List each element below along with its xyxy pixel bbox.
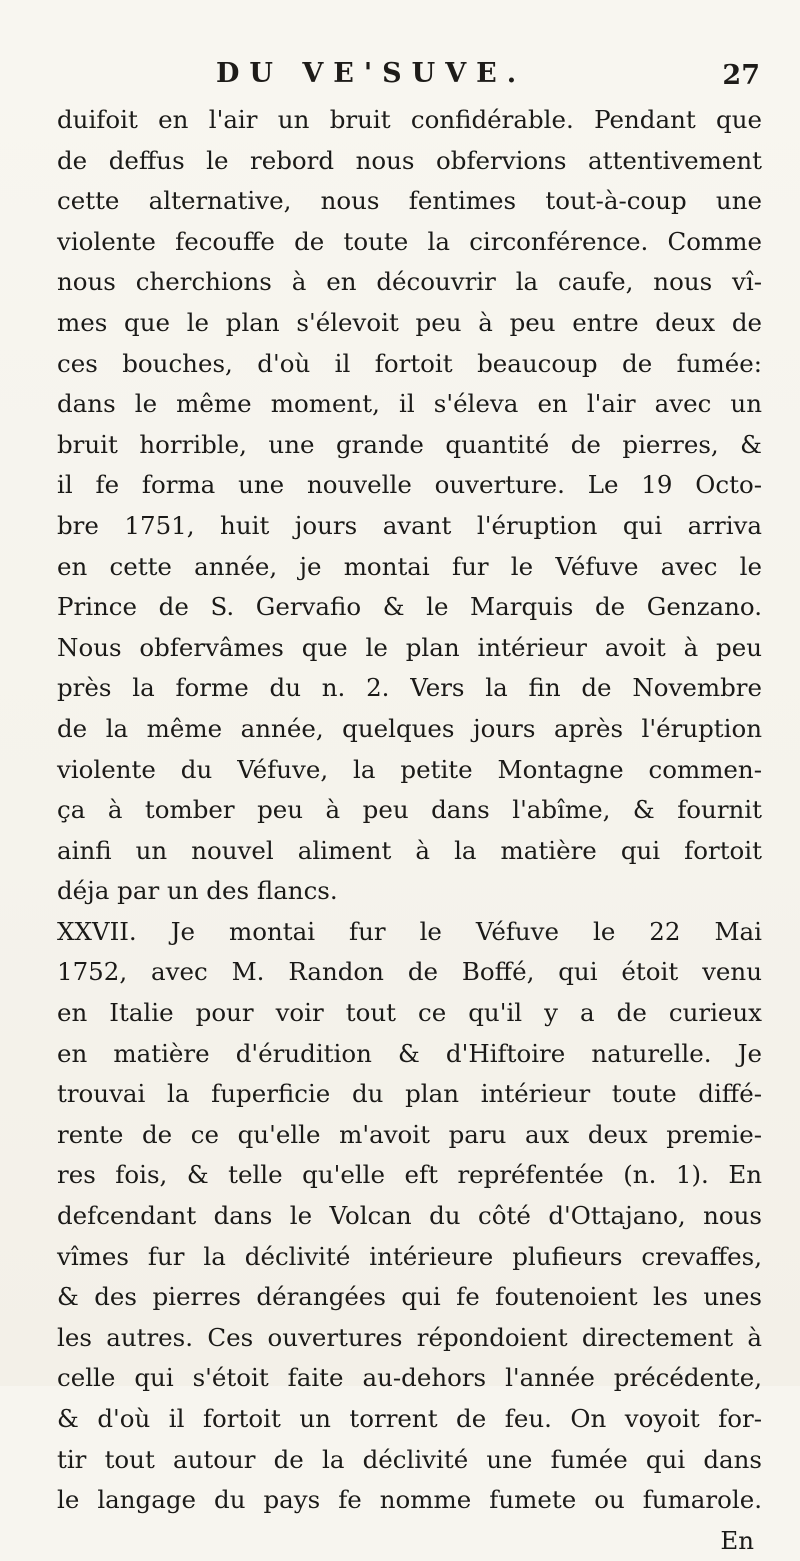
text-line: mes que le plan s'élevoit peu à peu entre deux de — [57, 307, 762, 337]
text-line: trouvai la fuperficie du plan intérieur toute diffé- — [57, 1079, 762, 1109]
text-line: tir tout autour de la déclivité une fumée qui dans — [57, 1444, 762, 1474]
text-line: en Italie pour voir tout ce qu'il y a de curieux — [57, 998, 762, 1028]
text-line: dans le même moment, il s'éleva en l'air avec un — [57, 389, 762, 419]
page-header — [56, 58, 760, 98]
catchword: En — [720, 1525, 754, 1555]
running-title: DU VE'SUVE. — [216, 58, 527, 89]
text-line: de la même année, quelques jours après l'éruption — [57, 713, 762, 743]
text-line: duifoit en l'air un bruit confidérable. Pendant que — [57, 105, 762, 134]
text-line: celle qui s'étoit faite au-dehors l'année précédente, — [57, 1363, 762, 1393]
text-line: violente du Véfuve, la petite Montagne commen- — [57, 754, 762, 784]
text-line: ainfi un nouvel aliment à la matière qui fortoit — [57, 835, 762, 865]
text-line: defcendant dans le Volcan du côté d'Ottajano, nous — [57, 1201, 762, 1231]
text-line: en matière d'érudition & d'Hiftoire naturelle. Je — [57, 1038, 762, 1068]
text-line: violente fecouffe de toute la circonférence. Comme — [57, 226, 762, 256]
text-line: ces bouches, d'où il fortoit beaucoup de fumée: — [57, 348, 762, 378]
text-line: res fois, & telle qu'elle eft repréfentée (n. 1). En — [57, 1160, 762, 1190]
text-line: de deffus le rebord nous obfervions attentivement — [57, 145, 762, 175]
text-line: cette alternative, nous fentimes tout-à-coup une — [57, 186, 762, 216]
text-line: les autres. Ces ouvertures répondoient directement à — [57, 1322, 762, 1352]
paragraph-end-line: déja par un des flancs. — [57, 876, 338, 906]
text-line: bruit horrible, une grande quantité de pierres, & — [57, 429, 762, 459]
page-number: 27 — [722, 60, 760, 91]
text-line: en cette année, je montai fur le Véfuve avec le — [57, 551, 762, 581]
text-line: bre 1751, huit jours avant l'éruption qui arriva — [57, 510, 762, 540]
text-line: rente de ce qu'elle m'avoit paru aux deux premie- — [57, 1119, 762, 1149]
text-line: Prince de S. Gervafio & le Marquis de Genzano. — [57, 592, 762, 622]
text-line: il fe forma une nouvelle ouverture. Le 19 Octo- — [57, 470, 762, 500]
text-line: nous cherchions à en découvrir la caufe, nous vî- — [57, 267, 762, 297]
text-line: le langage du pays fe nomme fumete ou fumarole. — [57, 1485, 762, 1515]
text-line: & d'où il fortoit un torrent de feu. On voyoit for- — [57, 1404, 762, 1433]
text-line: 1752, avec M. Randon de Boffé, qui étoit venu — [57, 957, 762, 987]
body-text — [57, 100, 762, 1561]
text-line: vîmes fur la déclivité intérieure plufieurs crevaffes, — [57, 1241, 762, 1271]
text-line: XXVII. Je montai fur le Véfuve le 22 Mai — [57, 916, 762, 946]
text-line: près la forme du n. 2. Vers la fin de Novembre — [57, 673, 762, 703]
text-line: Nous obfervâmes que le plan intérieur avoit à peu — [57, 632, 762, 662]
text-line: & des pierres dérangées qui fe foutenoient les unes — [57, 1282, 762, 1312]
text-line: ça à tomber peu à peu dans l'abîme, & fournit — [57, 795, 762, 825]
